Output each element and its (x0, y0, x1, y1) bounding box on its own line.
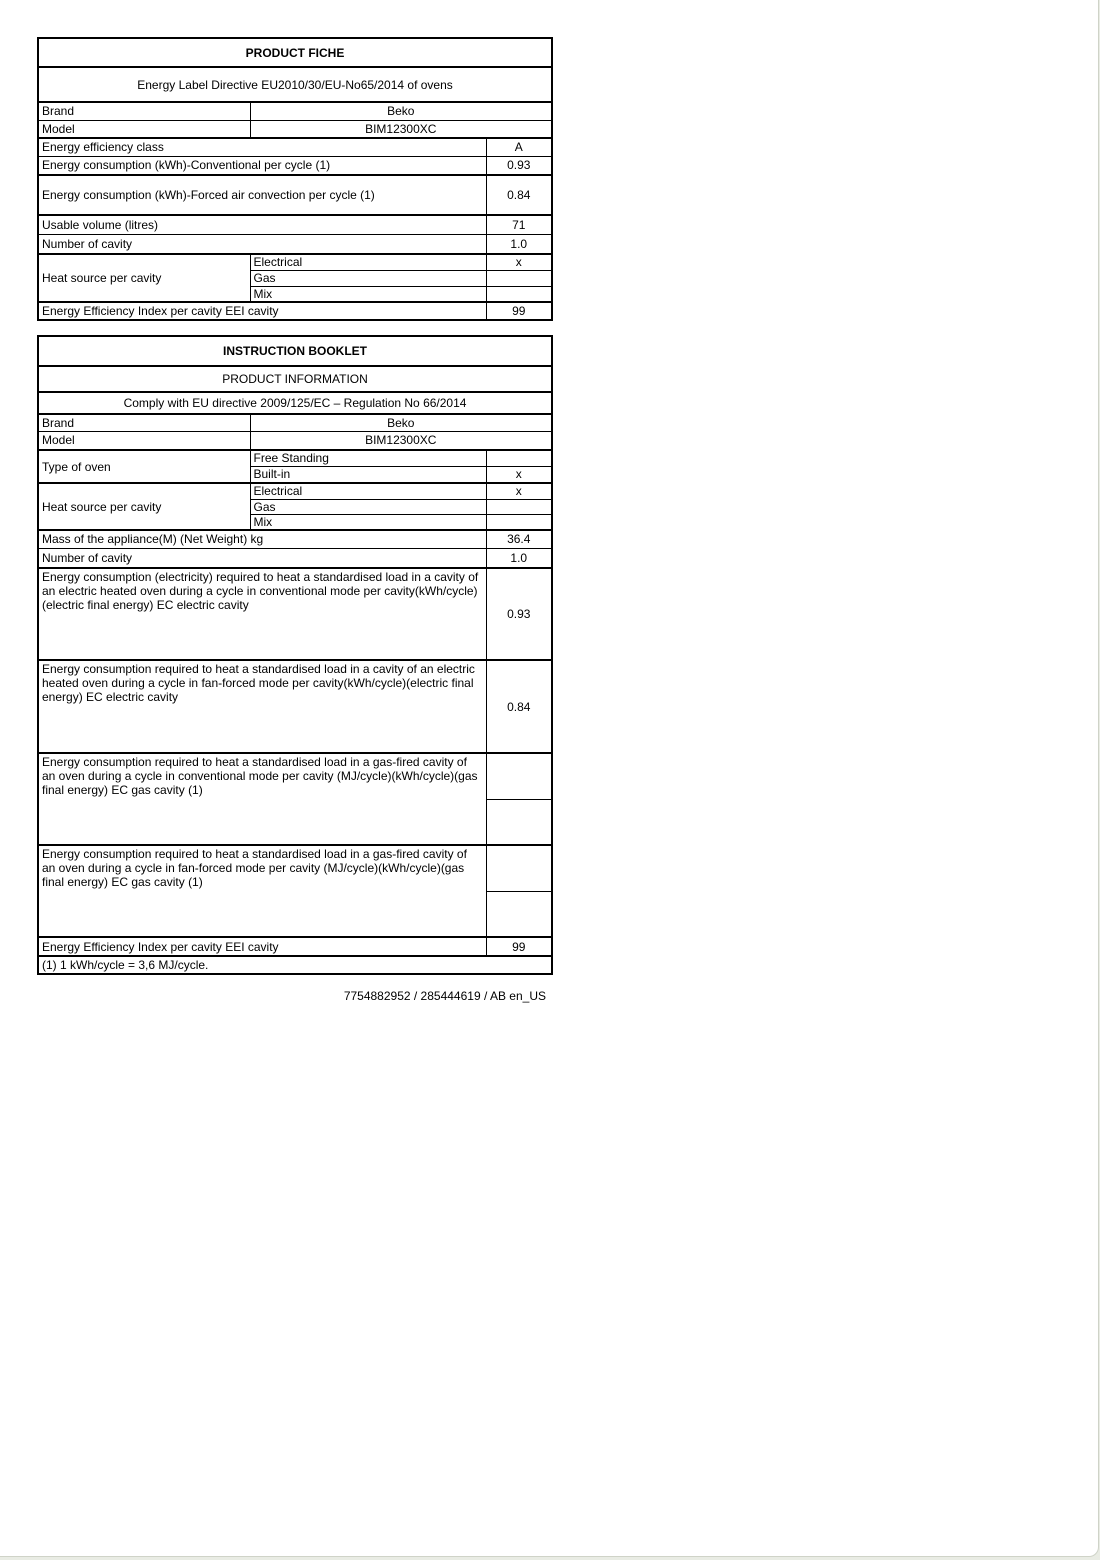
booklet-heat-gas: Gas (250, 499, 486, 514)
booklet-model-value: BIM12300XC (250, 431, 552, 450)
fiche-directive: Energy Label Directive EU2010/30/EU-No65/2014 of ovens (38, 67, 552, 102)
fiche-model-label: Model (38, 120, 250, 138)
instruction-booklet-table (37, 335, 553, 975)
fiche-heat-electrical-value: x (486, 254, 552, 270)
booklet-brand-value: Beko (250, 414, 552, 431)
fiche-ec-forced-value: 0.84 (486, 175, 552, 215)
booklet-ec-gas-fan-label: Energy consumption required to heat a standardised load in a gas-fired cavity of an oven during a cycle in fan-forced mode per cavity (MJ/cycle)(kWh/cycle)(gas final energy) EC gas cavity (1) (38, 845, 486, 937)
fiche-ec-conv-label: Energy consumption (kWh)-Conventional per cycle (1) (38, 156, 486, 175)
booklet-ec-gas-fan-value-kwh (486, 891, 552, 937)
booklet-ec-elec-conv-label: Energy consumption (electricity) required to heat a standardised load in a cavity of an electric heated oven during a cycle in conventional mode per cavity(kWh/cycle)(electric final energy) EC electric cavity (38, 568, 486, 660)
fiche-heat-label: Heat source per cavity (38, 254, 250, 302)
fiche-volume-value: 71 (486, 215, 552, 234)
booklet-model-label: Model (38, 431, 250, 450)
booklet-ec-elec-fan-label: Energy consumption required to heat a standardised load in a cavity of an electric heated oven during a cycle in fan-forced mode per cavity(kWh/cycle)(electric final energy) EC electric cavity (38, 660, 486, 753)
booklet-directive: Comply with EU directive 2009/125/EC – Regulation No 66/2014 (38, 392, 552, 414)
booklet-ec-elec-fan-value: 0.84 (486, 660, 552, 753)
fiche-eei-value: 99 (486, 302, 552, 320)
booklet-mass-label: Mass of the appliance(M) (Net Weight) kg (38, 530, 486, 548)
booklet-brand-label: Brand (38, 414, 250, 431)
product-fiche-table (37, 37, 553, 321)
fiche-heat-mix-value (486, 286, 552, 302)
booklet-type-builtin: Built-in (250, 466, 486, 483)
booklet-heat-electrical: Electrical (250, 483, 486, 499)
booklet-ec-gas-conv-value-kwh (486, 799, 552, 845)
document-reference-code: 7754882952 / 285444619 / AB en_US (343, 989, 546, 1003)
booklet-heat-electrical-value: x (486, 483, 552, 499)
booklet-ec-gas-fan-value-mj (486, 845, 552, 891)
booklet-ec-gas-conv-label: Energy consumption required to heat a standardised load in a gas-fired cavity of an oven during a cycle in conventional mode per cavity (MJ/cycle)(kWh/cycle)(gas final energy) EC gas cavity (1) (38, 753, 486, 845)
booklet-cavity-value: 1.0 (486, 548, 552, 568)
fiche-eei-label: Energy Efficiency Index per cavity EEI cavity (38, 302, 486, 320)
booklet-type-free-value (486, 450, 552, 466)
booklet-type-free: Free Standing (250, 450, 486, 466)
fiche-eff-class-value: A (486, 138, 552, 156)
booklet-footnote: (1) 1 kWh/cycle = 3,6 MJ/cycle. (38, 956, 552, 974)
booklet-type-builtin-value: x (486, 466, 552, 483)
booklet-heat-gas-value (486, 499, 552, 514)
fiche-ec-conv-value: 0.93 (486, 156, 552, 175)
booklet-eei-value: 99 (486, 937, 552, 956)
booklet-heat-label: Heat source per cavity (38, 483, 250, 530)
fiche-ec-forced-label: Energy consumption (kWh)-Forced air convection per cycle (1) (38, 175, 486, 215)
fiche-cavity-label: Number of cavity (38, 234, 486, 254)
booklet-ec-gas-conv-value-mj (486, 753, 552, 799)
booklet-subtitle: PRODUCT INFORMATION (38, 366, 552, 392)
fiche-model-value: BIM12300XC (250, 120, 552, 138)
fiche-heat-gas-value (486, 270, 552, 286)
fiche-eff-class-label: Energy efficiency class (38, 138, 486, 156)
fiche-brand-label: Brand (38, 102, 250, 120)
booklet-type-label: Type of oven (38, 450, 250, 483)
booklet-heat-mix: Mix (250, 514, 486, 530)
fiche-heat-electrical: Electrical (250, 254, 486, 270)
fiche-heat-gas: Gas (250, 270, 486, 286)
fiche-heat-mix: Mix (250, 286, 486, 302)
booklet-heat-mix-value (486, 514, 552, 530)
booklet-ec-elec-conv-value: 0.93 (486, 568, 552, 660)
booklet-mass-value: 36.4 (486, 530, 552, 548)
booklet-cavity-label: Number of cavity (38, 548, 486, 568)
fiche-volume-label: Usable volume (litres) (38, 215, 486, 234)
booklet-title: INSTRUCTION BOOKLET (38, 336, 552, 366)
fiche-title: PRODUCT FICHE (38, 38, 552, 67)
fiche-cavity-value: 1.0 (486, 234, 552, 254)
booklet-eei-label: Energy Efficiency Index per cavity EEI cavity (38, 937, 486, 956)
fiche-brand-value: Beko (250, 102, 552, 120)
